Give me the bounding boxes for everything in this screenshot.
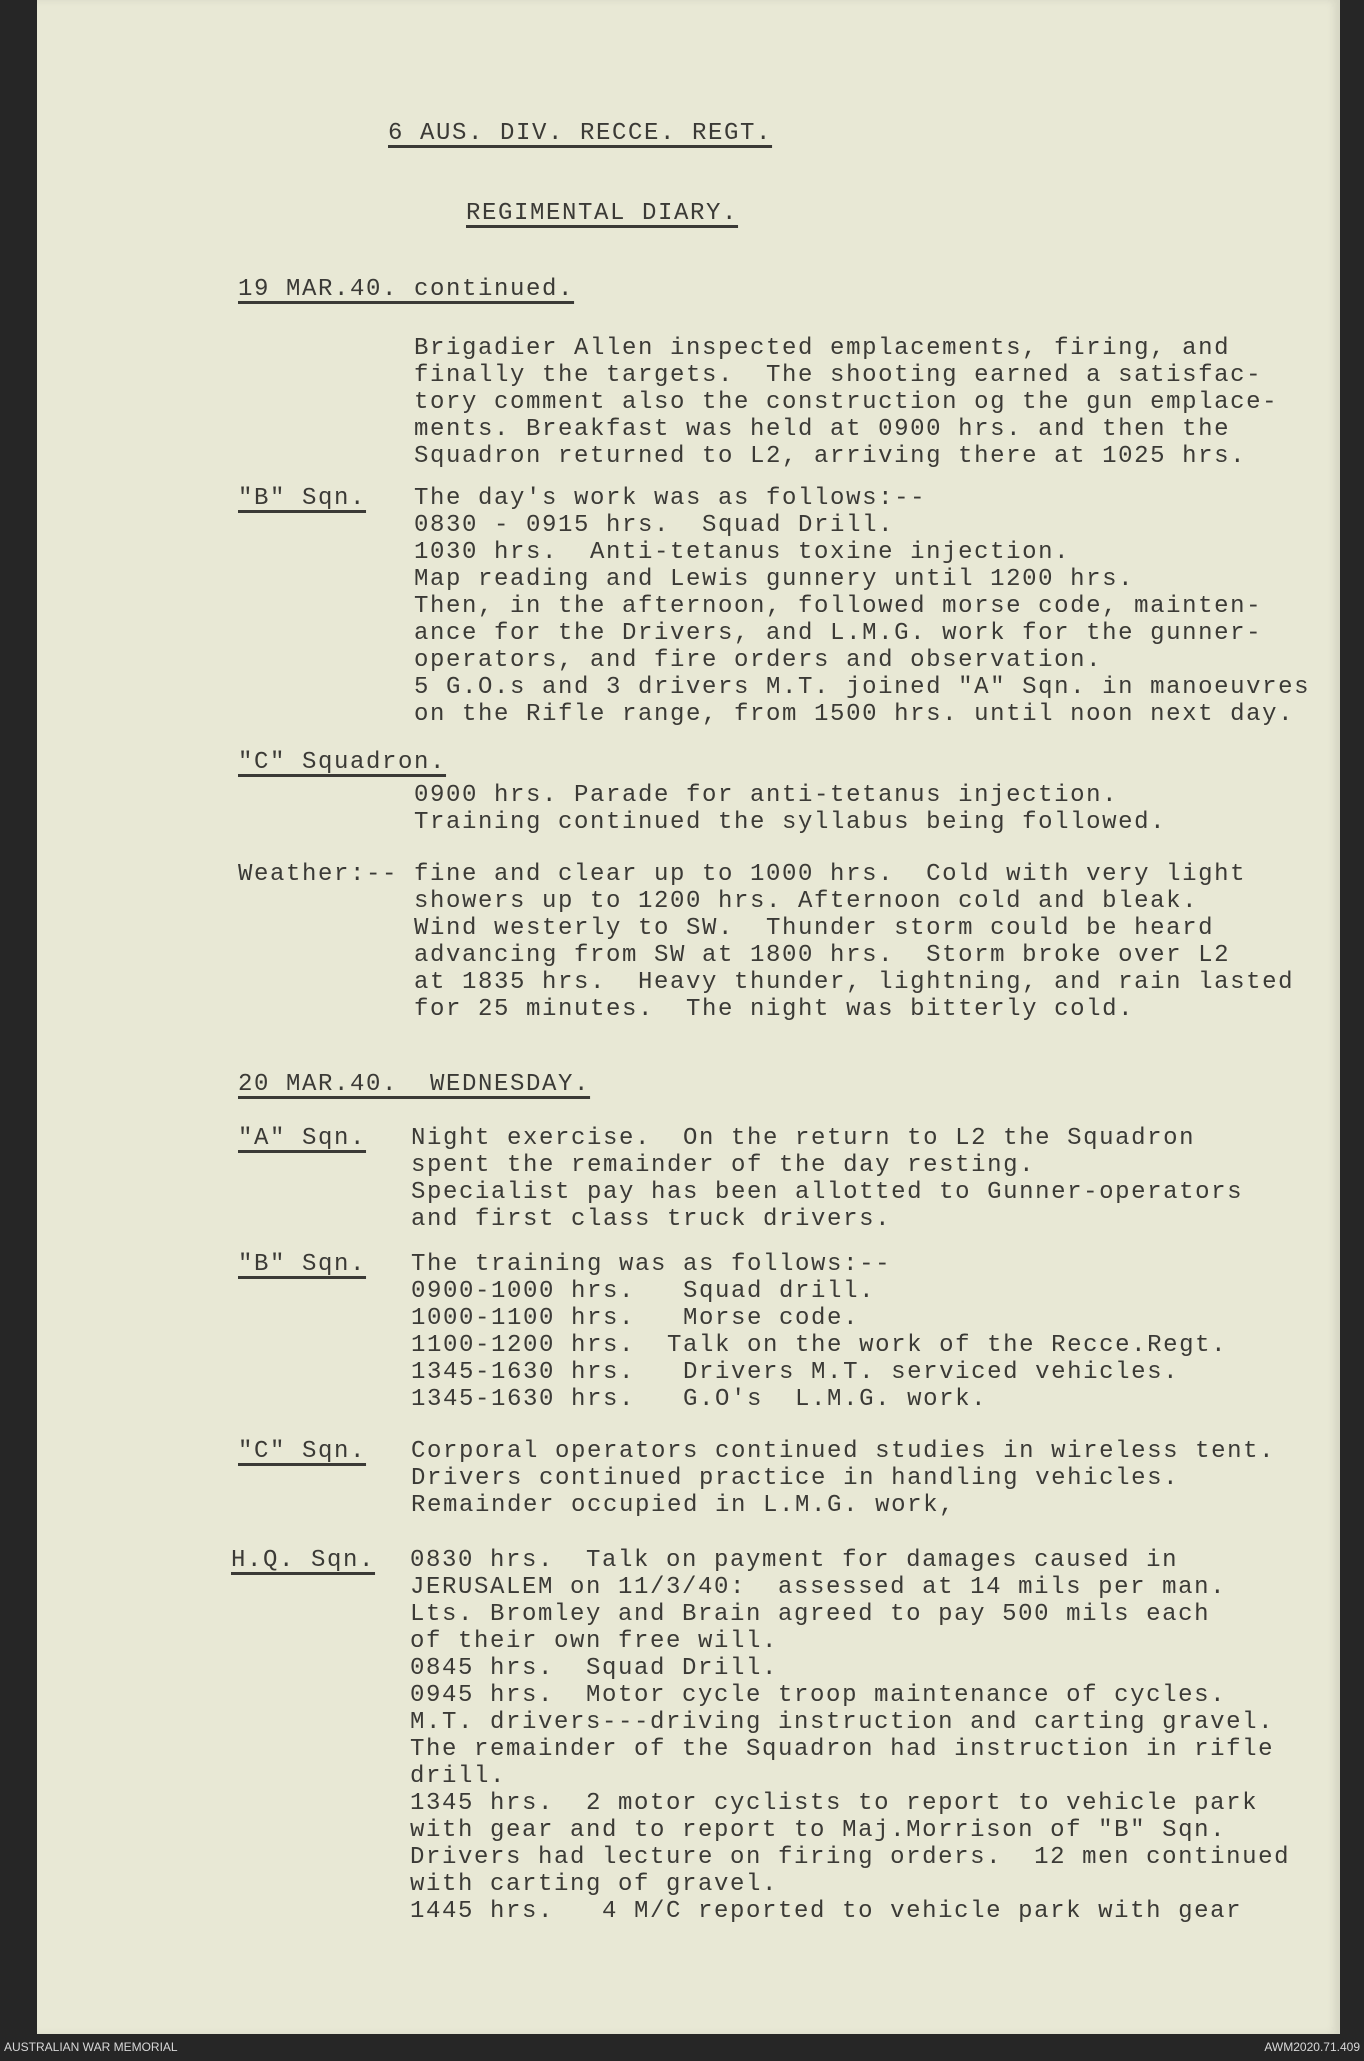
text-line: Remainder occupied in L.M.G. work, (411, 1492, 956, 1519)
text-line: Map reading and Lewis gunnery until 1200 hrs. (414, 566, 1135, 593)
c-sqn-label-20: "C" Sqn. (238, 1438, 367, 1465)
text-line: Specialist pay has been allotted to Gunner-operators (411, 1179, 1244, 1206)
text-line: 1100-1200 hrs. Talk on the work of the Recce.Regt. (411, 1332, 1228, 1359)
b-sqn-label-20: "B" Sqn. (238, 1251, 367, 1278)
text-line: JERUSALEM on 11/3/40: assessed at 14 mils per man. (410, 1574, 1227, 1601)
text-line: Then, in the afternoon, followed morse code, mainten- (414, 593, 1263, 620)
text-line: Corporal operators continued studies in wireless tent. (411, 1438, 1276, 1465)
text-line: Drivers continued practice in handling vehicles. (411, 1465, 1180, 1492)
text-line: 5 G.O.s and 3 drivers M.T. joined "A" Sqn. in manoeuvres (414, 674, 1311, 701)
text-line: 1445 hrs. 4 M/C reported to vehicle park with gear (410, 1898, 1243, 1925)
text-line: fine and clear up to 1000 hrs. Cold with very light (414, 861, 1247, 888)
text-line: 0845 hrs. Squad Drill. (410, 1655, 779, 1682)
b-sqn-entry (414, 485, 1310, 728)
b-sqn-entry-20 (411, 1251, 1227, 1413)
c-squadron-entry (414, 782, 1166, 836)
c-squadron-label: "C" Squadron. (238, 749, 447, 776)
footer-bar (0, 2034, 1364, 2061)
weather-label: Weather:-- (238, 861, 399, 888)
text-line: Night exercise. On the return to L2 the Squadron (411, 1125, 1196, 1152)
b-sqn-label: "B" Sqn. (238, 485, 367, 512)
text-line: Squadron returned to L2, arriving there at 1025 hrs. (414, 443, 1247, 470)
text-line: 0830 hrs. Talk on payment for damages caused in (410, 1547, 1179, 1574)
text-line: The remainder of the Squadron had instruction in rifle (410, 1736, 1275, 1763)
text-line: at 1835 hrs. Heavy thunder, lightning, and rain lasted (414, 969, 1295, 996)
text-line: of their own free will. (410, 1628, 779, 1655)
text-line: for 25 minutes. The night was bitterly cold. (414, 996, 1135, 1023)
document-title: 6 AUS. DIV. RECCE. REGT. (388, 120, 773, 147)
hq-sqn-entry (410, 1547, 1290, 1925)
text-line: 1345-1630 hrs. Drivers M.T. serviced vehicles. (411, 1359, 1180, 1386)
text-line: on the Rifle range, from 1500 hrs. until noon next day. (414, 701, 1295, 728)
text-line: M.T. drivers---driving instruction and carting gravel. (410, 1709, 1275, 1736)
text-line: 1030 hrs. Anti-tetanus toxine injection. (414, 539, 1071, 566)
text-line: with gear and to report to Maj.Morrison of "B" Sqn. (410, 1817, 1227, 1844)
text-line: Drivers had lecture on firing orders. 12 men continued (410, 1844, 1291, 1871)
footer-source: AUSTRALIAN WAR MEMORIAL (4, 2040, 178, 2054)
text-line: Brigadier Allen inspected emplacements, firing, and (414, 335, 1231, 362)
text-line: and first class truck drivers. (411, 1206, 892, 1233)
text-line: 1345 hrs. 2 motor cyclists to report to vehicle park (410, 1790, 1259, 1817)
hq-sqn-label: H.Q. Sqn. (231, 1547, 376, 1574)
text-line: 0900 hrs. Parade for anti-tetanus injection. (414, 782, 1119, 809)
text-line: advancing from SW at 1800 hrs. Storm broke over L2 (414, 942, 1231, 969)
text-line: The day's work was as follows:-- (414, 485, 927, 512)
document-subtitle: REGIMENTAL DIARY. (466, 200, 739, 227)
text-line: tory comment also the construction og the gun emplace- (414, 389, 1279, 416)
text-line: operators, and fire orders and observation. (414, 647, 1103, 674)
text-line: 0900-1000 hrs. Squad drill. (411, 1278, 876, 1305)
text-line: Lts. Bromley and Brain agreed to pay 500 mils each (410, 1601, 1211, 1628)
text-line: drill. (410, 1763, 507, 1790)
text-line: spent the remainder of the day resting. (411, 1152, 1036, 1179)
text-line: with carting of gravel. (410, 1871, 779, 1898)
text-line: finally the targets. The shooting earned a satisfac- (414, 362, 1263, 389)
text-line: Wind westerly to SW. Thunder storm could be heard (414, 915, 1215, 942)
date-heading-20-mar: 20 MAR.40. WEDNESDAY. (238, 1071, 591, 1098)
intro-paragraph (414, 335, 1278, 470)
text-line: Training continued the syllabus being followed. (414, 809, 1167, 836)
text-line: 0830 - 0915 hrs. Squad Drill. (414, 512, 895, 539)
a-sqn-entry (411, 1125, 1243, 1233)
text-line: 1000-1100 hrs. Morse code. (411, 1305, 860, 1332)
text-line: 1345-1630 hrs. G.O's L.M.G. work. (411, 1386, 988, 1413)
text-line: The training was as follows:-- (411, 1251, 892, 1278)
text-line: ments. Breakfast was held at 0900 hrs. and then the (414, 416, 1231, 443)
weather-entry (414, 861, 1294, 1023)
text-line: ance for the Drivers, and L.M.G. work for the gunner- (414, 620, 1263, 647)
a-sqn-label: "A" Sqn. (238, 1125, 367, 1152)
c-sqn-entry-20 (411, 1438, 1275, 1519)
date-heading-19-mar: 19 MAR.40. continued. (238, 276, 575, 303)
text-line: 0945 hrs. Motor cycle troop maintenance of cycles. (410, 1682, 1227, 1709)
text-line: showers up to 1200 hrs. Afternoon cold and bleak. (414, 888, 1199, 915)
footer-accession-number: AWM2020.71.409 (1264, 2040, 1360, 2054)
